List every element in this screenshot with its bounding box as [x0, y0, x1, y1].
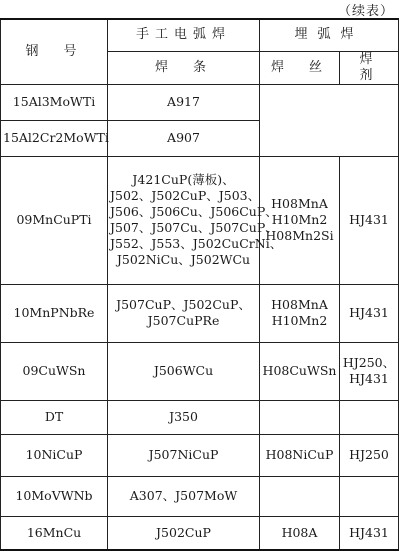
steel-grade-cell: 15Al2Cr2MoWTi	[1, 120, 108, 156]
electrode-line: J502NiCu、J502WCu	[116, 252, 251, 267]
welding-materials-table	[0, 18, 399, 551]
electrode-line: J507、J507Cu、J507CuP、	[110, 220, 278, 235]
empty-cell	[260, 476, 340, 516]
wire-cell: H08NiCuP	[260, 434, 340, 476]
electrode-cell: A907	[108, 120, 260, 156]
steel-grade-cell: 10MoVWNb	[1, 476, 108, 516]
header-steel-grade: 钢 号	[1, 19, 108, 84]
steel-grade-cell: 09CuWSn	[1, 342, 108, 400]
electrode-line: J507CuP、J502CuP、	[116, 297, 251, 312]
steel-grade-cell: 15Al3MoWTi	[1, 84, 108, 120]
flux-cell	[340, 342, 399, 400]
wire-cell: H08A	[260, 516, 340, 550]
flux-line: HJ250、	[342, 355, 396, 370]
wire-cell: H08CuWSn	[260, 342, 340, 400]
flux-cell: HJ431	[340, 156, 399, 284]
header-manual-arc-welding: 手工电弧焊	[108, 19, 260, 51]
table-row	[1, 84, 399, 120]
electrode-cell: J350	[108, 400, 260, 434]
table-row	[1, 284, 399, 342]
table-row	[1, 476, 399, 516]
wire-cell	[260, 284, 340, 342]
steel-grade-cell: DT	[1, 400, 108, 434]
table-row	[1, 516, 399, 550]
table-row	[1, 434, 399, 476]
flux-cell: HJ431	[340, 284, 399, 342]
steel-grade-cell: 16MnCu	[1, 516, 108, 550]
wire-line: H10Mn2	[271, 313, 328, 328]
wire-line: H08Mn2Si	[265, 228, 334, 243]
flux-cell: HJ250	[340, 434, 399, 476]
electrode-line: J421CuP(薄板)、	[132, 172, 235, 187]
header-submerged-arc-welding: 埋弧焊	[260, 19, 399, 51]
continued-label: （续表）	[337, 4, 394, 19]
electrode-line: J507CuPRe	[147, 313, 220, 328]
table-row	[1, 342, 399, 400]
empty-cell	[260, 84, 399, 156]
electrode-line: J552、J553、J502CuCrNi、	[110, 236, 283, 251]
empty-cell	[340, 400, 399, 434]
electrode-line: J502、J502CuP、J503、	[110, 188, 261, 203]
header-electrode: 焊 条	[108, 51, 260, 84]
electrode-cell: J507NiCuP	[108, 434, 260, 476]
header-flux: 焊 剂	[340, 51, 399, 84]
steel-grade-cell: 10NiCuP	[1, 434, 108, 476]
wire-line: H10Mn2	[271, 212, 328, 227]
electrode-cell	[108, 156, 283, 284]
electrode-cell: A307、J507MoW	[108, 476, 260, 516]
wire-line: H08MnA	[271, 297, 328, 312]
electrode-cell	[108, 284, 260, 342]
flux-line: HJ431	[349, 371, 389, 386]
header-wire: 焊 丝	[260, 51, 340, 84]
wire-line: H08MnA	[271, 196, 328, 211]
empty-cell	[340, 476, 399, 516]
electrode-cell: J502CuP	[108, 516, 260, 550]
steel-grade-cell: 10MnPNbRe	[1, 284, 108, 342]
table-row	[1, 400, 399, 434]
wire-cell	[260, 156, 340, 284]
electrode-cell: J506WCu	[108, 342, 260, 400]
electrode-line: J506、J506Cu、J506CuP、	[110, 204, 278, 219]
electrode-cell: A917	[108, 84, 260, 120]
table-row	[1, 156, 399, 284]
steel-grade-cell: 09MnCuPTi	[1, 156, 108, 284]
flux-cell: HJ431	[340, 516, 399, 550]
empty-cell	[260, 400, 340, 434]
